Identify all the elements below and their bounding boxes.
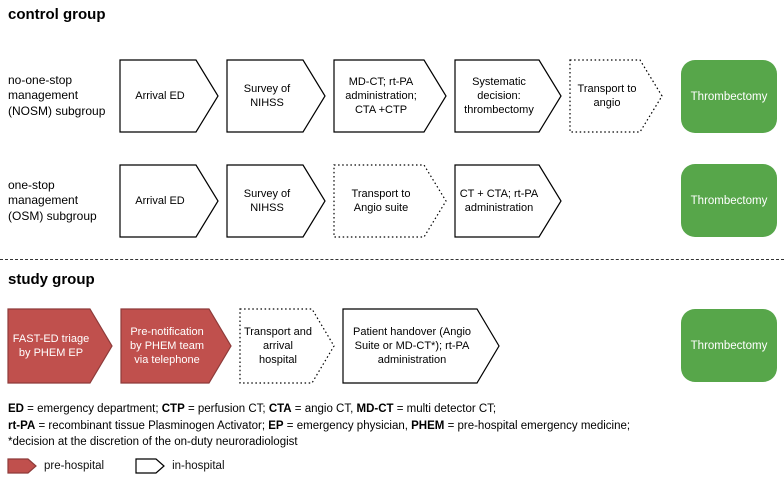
osm-flow-row (120, 165, 561, 237)
flow-step-ct-cta (455, 165, 561, 237)
study-flow-row (8, 309, 499, 383)
flow-step-label: Transport to Angio suite (351, 187, 411, 214)
flow-step-label: MD-CT; rt-PA administration; CTA +CTP (345, 75, 417, 117)
flow-step-label: Systematic decision: thrombectomy (464, 75, 534, 117)
flow-step-label: Transport to angio (577, 82, 637, 109)
group-divider (0, 259, 784, 260)
flow-step-fast-ed-triage (8, 309, 112, 383)
legend-key-prehospital (8, 459, 104, 473)
thrombectomy-endpoint-study (681, 309, 777, 382)
control-group-heading: control group (8, 6, 106, 23)
nosm-flow-row (120, 60, 662, 132)
endpoint-label: Thrombectomy (690, 90, 768, 103)
nosm-row-label: no-one-stop management (NOSM) subgroup (8, 72, 106, 118)
legend-line-3: *decision at the discretion of the on-duty neuroradiologist (8, 436, 298, 449)
legend-line-2: rt-PA = recombinant tissue Plasminogen Activator; EP = emergency physician, PHEM = pre-hospital emergency medicine; (8, 419, 631, 432)
flow-step-label: Survey of NIHSS (243, 187, 291, 214)
legend-key-label: in-hospital (172, 460, 225, 472)
flow-step-label: Arrival ED (135, 89, 185, 102)
flow-step-label: Survey of NIHSS (243, 82, 291, 109)
abbreviation-legend (8, 401, 768, 451)
flow-step-label: Arrival ED (135, 194, 185, 207)
flow-step-transport-angio (570, 60, 662, 132)
flow-step-arrival-ed (120, 60, 218, 132)
thrombectomy-endpoint-nosm (681, 60, 777, 133)
endpoint-label: Thrombectomy (690, 194, 768, 207)
shape-legend (8, 459, 247, 473)
flow-step-label: FAST-ED triage by PHEM EP (12, 332, 90, 359)
flow-step-mdct (334, 60, 446, 132)
flow-step-label: Pre-notification by PHEM team via telephone (130, 325, 204, 367)
flow-step-label: CT + CTA; rt-PA administration (459, 187, 539, 214)
study-group-heading: study group (8, 271, 95, 288)
flow-step-nihss (227, 60, 325, 132)
in-hospital-arrow-icon (136, 459, 164, 473)
endpoint-label: Thrombectomy (690, 339, 768, 352)
flow-step-label: Patient handover (Angio Suite or MD-CT*); rt-PA administration (352, 325, 472, 367)
flow-step-nihss (227, 165, 325, 237)
legend-line-1: ED = emergency department; CTP = perfusion CT; CTA = angio CT, MD-CT = multi detector CT; (8, 403, 497, 415)
flow-step-arrival-ed (120, 165, 218, 237)
flow-step-patient-handover (343, 309, 499, 383)
legend-key-label: pre-hospital (44, 460, 105, 472)
flow-step-pre-notification (121, 309, 231, 383)
flow-step-transport-arrival (240, 309, 334, 383)
pre-hospital-arrow-icon (8, 459, 36, 473)
thrombectomy-endpoint-osm (681, 164, 777, 237)
osm-row-label: one-stop management (OSM) subgroup (8, 177, 97, 223)
legend-key-inhospital (136, 459, 224, 473)
flow-step-label: Transport and arrival hospital (243, 325, 313, 367)
flow-step-decision (455, 60, 561, 132)
flow-step-transport-angio-suite (334, 165, 446, 237)
